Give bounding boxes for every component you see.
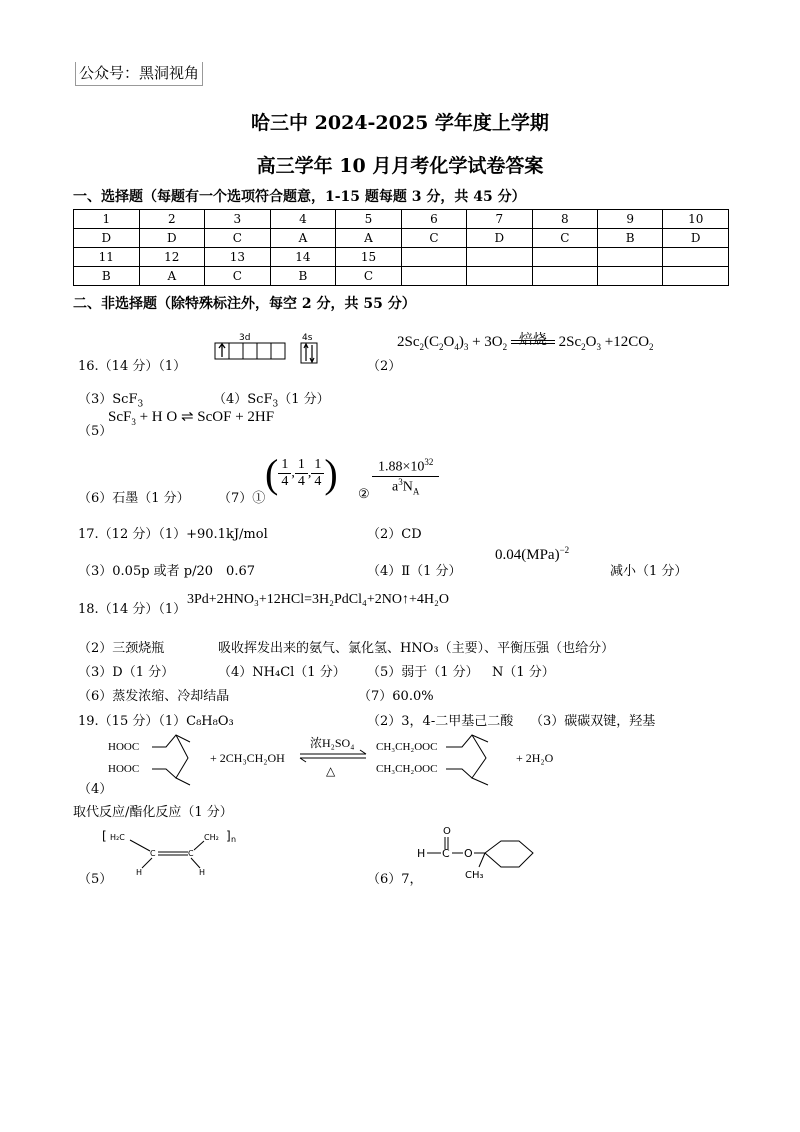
orbital-diagram (213, 331, 323, 375)
table-row (74, 248, 729, 267)
table-cell: 4 (270, 210, 336, 229)
eq-term: 2Sc (558, 334, 582, 350)
condition-acid: 浓H₂SO₄ (310, 736, 355, 750)
table-cell: 12 (139, 248, 205, 267)
q17-kp-value: 0.04(MPa)$^{-2}$ (495, 545, 570, 563)
q16-part-4-note: （1 分） (278, 392, 330, 407)
ethanol-reagent: + 2CH₃CH₂OH (210, 751, 285, 765)
answer-table (73, 209, 729, 286)
table-cell: 11 (74, 248, 140, 267)
q16-part-4: （4）ScF$_3$（1 分） (213, 392, 330, 410)
q16-part-3: （3）ScF$_3$ (78, 392, 144, 410)
table-cell: D (74, 229, 140, 248)
table-cell: 5 (336, 210, 402, 229)
table-cell: 9 (598, 210, 663, 229)
kp-number: 0.04 (495, 547, 522, 563)
table-cell: 7 (467, 210, 532, 229)
svg-text:H: H (199, 868, 206, 877)
q16-part-7-second: ② (358, 487, 370, 502)
table-cell: C (336, 267, 402, 286)
svg-text:O: O (443, 826, 451, 837)
density-fraction: $\frac{1.88\times 10^{32}}{a^3N_A}$ (372, 457, 439, 496)
eq-term: 2Sc (397, 334, 420, 350)
table-cell (532, 248, 597, 267)
table-cell: 2 (139, 210, 205, 229)
q16-part-3-text: （3）ScF (78, 392, 138, 407)
table-cell: D (139, 229, 205, 248)
table-cell: 3 (205, 210, 271, 229)
table-cell: C (401, 229, 466, 248)
q18-line-4a: （6）蒸发浓缩、冷却结晶 (78, 689, 230, 704)
table-cell: A (270, 229, 336, 248)
table-cell: C (205, 267, 271, 286)
q18-line-4b: （7）60.0% (358, 689, 434, 704)
ester-svg (415, 822, 545, 888)
table-cell: A (139, 267, 205, 286)
product-group-1: CH₃CH₂OOC (376, 741, 438, 753)
table-cell (532, 267, 597, 286)
section-nonchoice-heading: 二、非选择题（除特殊标注外，每空 2 分，共 55 分） (73, 296, 416, 312)
q19-part-5-label: （5） (78, 872, 113, 887)
q16-part-5-label: （5） (78, 424, 113, 439)
q19-line-1b: （2）3，4-二甲基己二酸 (367, 714, 514, 729)
table-cell (598, 248, 663, 267)
table-cell: 8 (532, 210, 597, 229)
table-row (74, 267, 729, 286)
table-row (74, 210, 729, 229)
table-cell (598, 267, 663, 286)
table-cell (663, 267, 729, 286)
svg-text:H: H (417, 847, 426, 860)
table-cell: D (663, 229, 729, 248)
q18-line-2a: （2）三颈烧瓶 (78, 641, 165, 656)
svg-text:CH₂: CH₂ (204, 833, 219, 842)
q16-part-4-text: （4）ScF (213, 392, 273, 407)
q18-equation: 3Pd+2HNO₃+12HCl=3H₂PdCl₄+2NO↑+4H₂O (187, 592, 450, 607)
table-cell: 10 (663, 210, 729, 229)
table-cell (401, 248, 466, 267)
table-cell: B (74, 267, 140, 286)
orbital-3d-label: 3d (239, 333, 251, 343)
q19-part-4-label: （4） (78, 782, 113, 797)
q17-line-2d: 减小（1 分） (610, 564, 688, 579)
q17-line-1a: 17.（12 分）（1）+90.1kJ/mol (78, 527, 268, 542)
q17-line-2b: （4）Ⅱ（1 分） (367, 564, 462, 579)
table-cell: 1 (74, 210, 140, 229)
orbital-4s-label: 4s (302, 333, 313, 343)
svg-text:C: C (150, 849, 156, 858)
table-cell (401, 267, 466, 286)
fraction-numerator: 1.88×10 (378, 459, 425, 475)
q16-equation-5: ScF$_3$ + H O ⇌ ScOF + 2HF (108, 409, 275, 427)
water-product: + 2H₂O (516, 751, 554, 765)
q19-reaction-scheme (78, 728, 698, 798)
svg-text:[: [ (102, 829, 107, 843)
table-row (74, 229, 729, 248)
q19-line-1a: 19.（15 分）（1）C₈H₈O₃ (78, 714, 234, 729)
table-cell: 14 (270, 248, 336, 267)
q18-line-3a: （3）D（1 分） (78, 665, 175, 680)
svg-text:n: n (231, 835, 237, 844)
polymer-structure (100, 828, 250, 884)
q19-part-6-label: （6）7， (367, 872, 423, 887)
product-group-2: CH₃CH₂OOC (376, 763, 438, 775)
polymer-svg (100, 828, 250, 880)
q18-line-3d: N（1 分） (492, 665, 555, 680)
q18-line-3b: （4）NH₄Cl（1 分） (218, 665, 346, 680)
q19-line-1c: （3）碳碳双键，羟基 (530, 714, 656, 729)
q16-part-2-label: （2） (367, 359, 402, 374)
q16-part-7-label: （7）① (218, 491, 266, 506)
table-cell: C (205, 229, 271, 248)
svg-text:H: H (136, 868, 143, 877)
table-cell: D (467, 229, 532, 248)
table-cell: C (532, 229, 597, 248)
table-cell (663, 248, 729, 267)
table-cell: 13 (205, 248, 271, 267)
svg-text:H₂C: H₂C (110, 833, 125, 842)
formate-ester-structure (415, 822, 545, 892)
q17-line-1b: （2）CD (367, 527, 422, 542)
section-choice-heading: 一、选择题（每题有一个选项符合题意，1-15 题每题 3 分，共 45 分） (73, 189, 526, 205)
q18-heading: 18.（14 分）（1） (78, 602, 187, 617)
table-cell: 6 (401, 210, 466, 229)
reactant-group-2: HOOC (108, 763, 140, 775)
coordinate-expression: ( $\frac{1}{4}$ , $\frac{1}{4}$ , $\frac{1}{4}$ ) (265, 451, 338, 496)
title-line-2: 高三学年 10 月月考化学试卷答案 (256, 155, 544, 177)
condition-text: 焙烧 (518, 332, 547, 348)
svg-text:O: O (464, 847, 473, 860)
q19-reaction-type: 取代反应/酯化反应（1 分） (73, 805, 233, 820)
q16-heading: 16.（14 分）（1） (78, 359, 187, 374)
reactant-group-1: HOOC (108, 741, 140, 753)
watermark: 公众号：黑洞视角 (75, 62, 203, 86)
q16-equation-2: $2Sc_2(C_2O_4)_3 + 3O_2$ 焙烧 $2Sc_2O_3 +12CO_2$ (397, 334, 654, 352)
q16-part-6: （6）石墨（1 分） (78, 491, 190, 506)
q18-line-2b: 吸收挥发出来的氨气、氯化氢、HNO₃（主要）、平衡压强（也给分） (218, 641, 615, 656)
reaction-svg (78, 728, 698, 794)
fraction-exponent: 32 (424, 457, 434, 467)
svg-text:C: C (188, 849, 194, 858)
table-cell: 15 (336, 248, 402, 267)
svg-text:]: ] (226, 829, 231, 843)
svg-text:CH₃: CH₃ (465, 870, 484, 881)
table-cell: B (270, 267, 336, 286)
table-cell (467, 267, 532, 286)
condition-heat: △ (326, 764, 336, 778)
q18-line-3c: （5）弱于（1 分） (367, 665, 479, 680)
table-cell (467, 248, 532, 267)
orbital-diagram-svg (213, 331, 323, 371)
table-cell: A (336, 229, 402, 248)
title-line-1: 哈三中 2024-2025 学年度上学期 (251, 112, 549, 134)
table-cell: B (598, 229, 663, 248)
q17-line-2a: （3）0.05p 或者 p/20 0.67 (78, 564, 255, 579)
svg-text:C: C (442, 847, 450, 860)
